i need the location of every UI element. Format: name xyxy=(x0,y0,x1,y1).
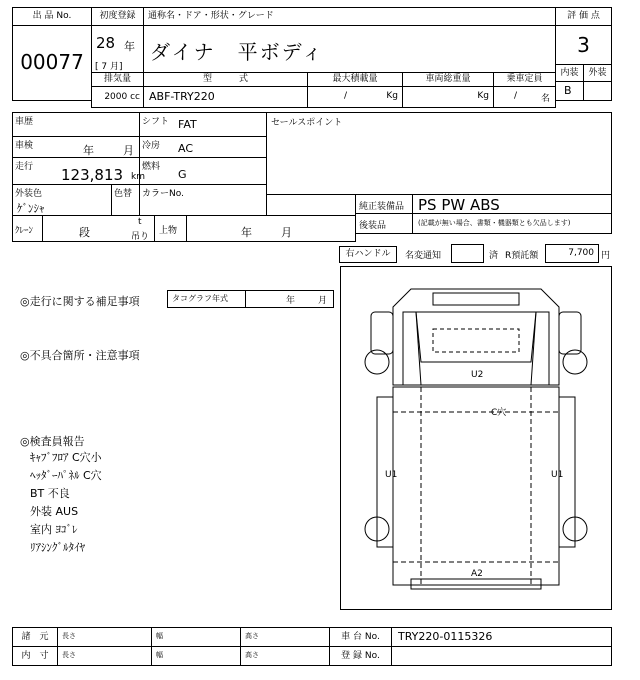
shift-label: シフト xyxy=(142,117,170,127)
crane-hang: 吊り xyxy=(131,232,150,242)
model: ABF-TRY220 xyxy=(149,90,215,103)
gross-weight-cell xyxy=(402,86,494,108)
upper-label: 上物 xyxy=(159,226,178,236)
upper-month: 月 xyxy=(281,226,292,239)
capacity-label: 乗車定員 xyxy=(506,74,543,84)
first-reg-month: [ 7 月] xyxy=(95,62,123,72)
inspector-label: ◎検査員報告 xyxy=(20,435,85,448)
fuel-cell xyxy=(139,157,267,185)
shift-cell xyxy=(139,112,267,137)
damage-diagram-frame xyxy=(340,266,612,610)
dims-length-label: 長さ xyxy=(62,632,76,640)
int-width xyxy=(151,646,241,666)
capacity-label-cell xyxy=(493,72,556,87)
reg-label-cell xyxy=(329,646,392,666)
name-label: 通称名・ドア・形状・グレード xyxy=(148,11,274,21)
recycle-deposit: 7,700 xyxy=(568,248,594,258)
diagram-label-a2: A2 xyxy=(471,569,483,579)
crane-label: ｸﾚｰﾝ xyxy=(15,226,34,236)
max-load-label-cell xyxy=(307,72,403,87)
interior-grade-label: 内装 xyxy=(560,68,579,78)
aftermarket-divider xyxy=(412,213,413,234)
ext-color-label: 外装色 xyxy=(15,189,43,199)
tachograph-label: タコグラフ年式 xyxy=(172,294,228,303)
lot-no-label-cell xyxy=(12,7,92,26)
inspector-line-4: 外装 AUS xyxy=(30,505,79,518)
first-reg-label-cell xyxy=(91,7,144,26)
ext-color-cell xyxy=(12,184,112,216)
diagram-label-u1-left: U1 xyxy=(385,470,398,480)
rating-label-cell xyxy=(555,7,612,26)
tachograph-month: 月 xyxy=(318,296,328,306)
color-no-cell xyxy=(139,184,267,216)
first-reg-year: 28 xyxy=(96,34,116,52)
history-cell xyxy=(12,112,140,137)
displacement: 2000 cc xyxy=(104,92,140,102)
ac-value: AC xyxy=(178,142,194,155)
color-code-label: 色替 xyxy=(114,189,133,199)
gross-weight-label: 車両総重量 xyxy=(425,74,471,84)
driving-notes-label: ◎走行に関する補足事項 xyxy=(20,295,140,308)
dims-label: 諸 元 xyxy=(21,632,49,642)
crane-cell xyxy=(12,215,155,242)
int-length-label: 長さ xyxy=(62,651,76,659)
aftermarket-cell xyxy=(355,213,612,234)
tachograph-year: 年 xyxy=(286,296,296,306)
exterior-grade-label: 外装 xyxy=(588,68,607,78)
selling-points-cell xyxy=(266,112,612,195)
lot-no-label: 出 品 No. xyxy=(32,11,72,21)
inspector-line-1: ｷｬﾌﾞﾌﾛｱ C穴小 xyxy=(30,451,102,464)
history-label: 車歴 xyxy=(15,117,34,127)
ext-color-value: ｹﾞﾝｼｬ xyxy=(17,202,45,215)
shift-value: FAT xyxy=(178,118,197,131)
aftermarket-label: 後装品 xyxy=(359,221,387,231)
chassis-value-cell xyxy=(391,627,612,647)
model-cell xyxy=(143,86,308,108)
truck-outline-diagram xyxy=(341,267,611,609)
chassis-label: 車 台 No. xyxy=(341,632,380,642)
inspector-line-2: ﾍｯﾀﾞｰﾊﾟﾈﾙ C穴 xyxy=(30,469,102,482)
first-reg-year-unit: 年 xyxy=(124,40,135,53)
inspection-month: 月 xyxy=(123,144,134,157)
aftermarket-note: (記載が無い場合、書類・機器類とも欠品します) xyxy=(418,219,571,227)
capacity-unit: 名 xyxy=(540,94,550,104)
rating-label: 評 価 点 xyxy=(567,11,600,21)
inspection-year: 年 xyxy=(83,144,94,157)
crane-divider xyxy=(42,215,43,242)
dims-height xyxy=(240,627,330,647)
inspection-label: 車検 xyxy=(15,141,34,151)
capacity-cell xyxy=(493,86,556,108)
recycle-deposit-box xyxy=(545,244,599,263)
max-load-slash: / xyxy=(344,91,348,101)
dims-cell xyxy=(12,627,58,647)
diagram-label-c-hole: C穴 xyxy=(491,408,507,418)
dims-length xyxy=(57,627,152,647)
model-label-cell xyxy=(143,72,308,87)
reg-value-cell xyxy=(391,646,612,666)
upper-cell xyxy=(154,215,356,242)
mileage-value: 123,813 xyxy=(61,166,124,184)
max-load-unit: Kg xyxy=(386,91,398,101)
reg-label: 登 録 No. xyxy=(341,651,380,661)
first-reg-label: 初度登録 xyxy=(99,11,136,21)
displacement-label-cell xyxy=(91,72,144,87)
ac-label: 冷房 xyxy=(142,141,161,151)
inspector-line-6: ﾘｱｼﾝｸﾞﾙﾀｲﾔ xyxy=(30,541,85,554)
crane-t: t xyxy=(138,217,142,227)
interior-grade: B xyxy=(564,84,572,97)
recycle-label: 済 xyxy=(489,251,499,261)
chassis-no: TRY220-0115326 xyxy=(398,630,493,643)
dims-width-label: 幅 xyxy=(156,632,163,640)
dims-height-label: 高さ xyxy=(245,632,259,640)
max-load-label: 最大積載量 xyxy=(332,74,378,84)
first-reg-cell xyxy=(91,25,144,73)
gross-weight-label-cell xyxy=(402,72,494,87)
fuel-value: G xyxy=(178,168,187,181)
gross-weight-unit: Kg xyxy=(477,91,489,101)
lot-no: 00077 xyxy=(20,50,84,74)
lot-no-cell xyxy=(12,25,92,101)
equipment-divider xyxy=(412,194,413,214)
rating-value: 3 xyxy=(577,33,590,57)
capacity-slash: / xyxy=(514,91,518,101)
interior-dims-label: 内 寸 xyxy=(21,651,49,661)
rhd-label: 右ハンドル xyxy=(345,249,391,259)
exterior-label-cell xyxy=(583,64,612,82)
inspector-line-3: BT 不良 xyxy=(30,487,70,500)
exterior-grade-cell xyxy=(583,81,612,101)
dims-width xyxy=(151,627,241,647)
model-label: 型 式 xyxy=(202,74,248,84)
name-label-cell xyxy=(143,7,556,26)
inspector-line-5: 室内 ﾖｺﾞﾚ xyxy=(30,523,78,536)
defects-label: ◎不具合箇所・注意事項 xyxy=(20,349,140,362)
max-load-cell xyxy=(307,86,403,108)
recycle-deposit-label: R預託額 xyxy=(505,251,539,261)
interior-dims-cell xyxy=(12,646,58,666)
interior-grade-cell xyxy=(555,81,584,101)
equipment-value: PS PW ABS xyxy=(418,196,500,214)
displacement-cell xyxy=(91,86,144,108)
rating-cell xyxy=(555,25,612,65)
inspection-cell xyxy=(12,136,140,158)
displacement-label: 排気量 xyxy=(103,74,131,84)
equipment-label: 純正装備品 xyxy=(359,202,405,212)
int-width-label: 幅 xyxy=(156,651,163,659)
tachograph-divider xyxy=(245,290,246,308)
car-name-cell xyxy=(143,25,556,73)
int-height xyxy=(240,646,330,666)
name-change-label: 名変通知 xyxy=(405,251,442,261)
name-change-box xyxy=(451,244,484,263)
car-name: ダイナ 平ボディ xyxy=(150,40,324,64)
mileage-unit: km xyxy=(131,172,145,182)
selling-points-label: セールスポイント xyxy=(271,118,343,128)
yen-label: 円 xyxy=(601,251,611,261)
int-height-label: 高さ xyxy=(245,651,259,659)
crane-stage: 段 xyxy=(79,226,90,239)
fuel-label: 燃料 xyxy=(142,162,161,172)
chassis-label-cell xyxy=(329,627,392,647)
mileage-cell xyxy=(12,157,145,185)
tachograph-box xyxy=(167,290,334,308)
upper-year: 年 xyxy=(241,226,252,239)
diagram-label-u2: U2 xyxy=(471,370,484,380)
upper-divider xyxy=(186,215,187,242)
interior-label-cell xyxy=(555,64,584,82)
diagram-label-u1-right: U1 xyxy=(551,470,564,480)
equipment-cell xyxy=(355,194,612,214)
rhd-cell xyxy=(339,246,397,263)
mileage-label: 走行 xyxy=(15,162,34,172)
color-code-cell xyxy=(111,184,140,216)
int-length xyxy=(57,646,152,666)
color-no-label: カラーNo. xyxy=(142,189,184,199)
ac-cell xyxy=(139,136,267,158)
